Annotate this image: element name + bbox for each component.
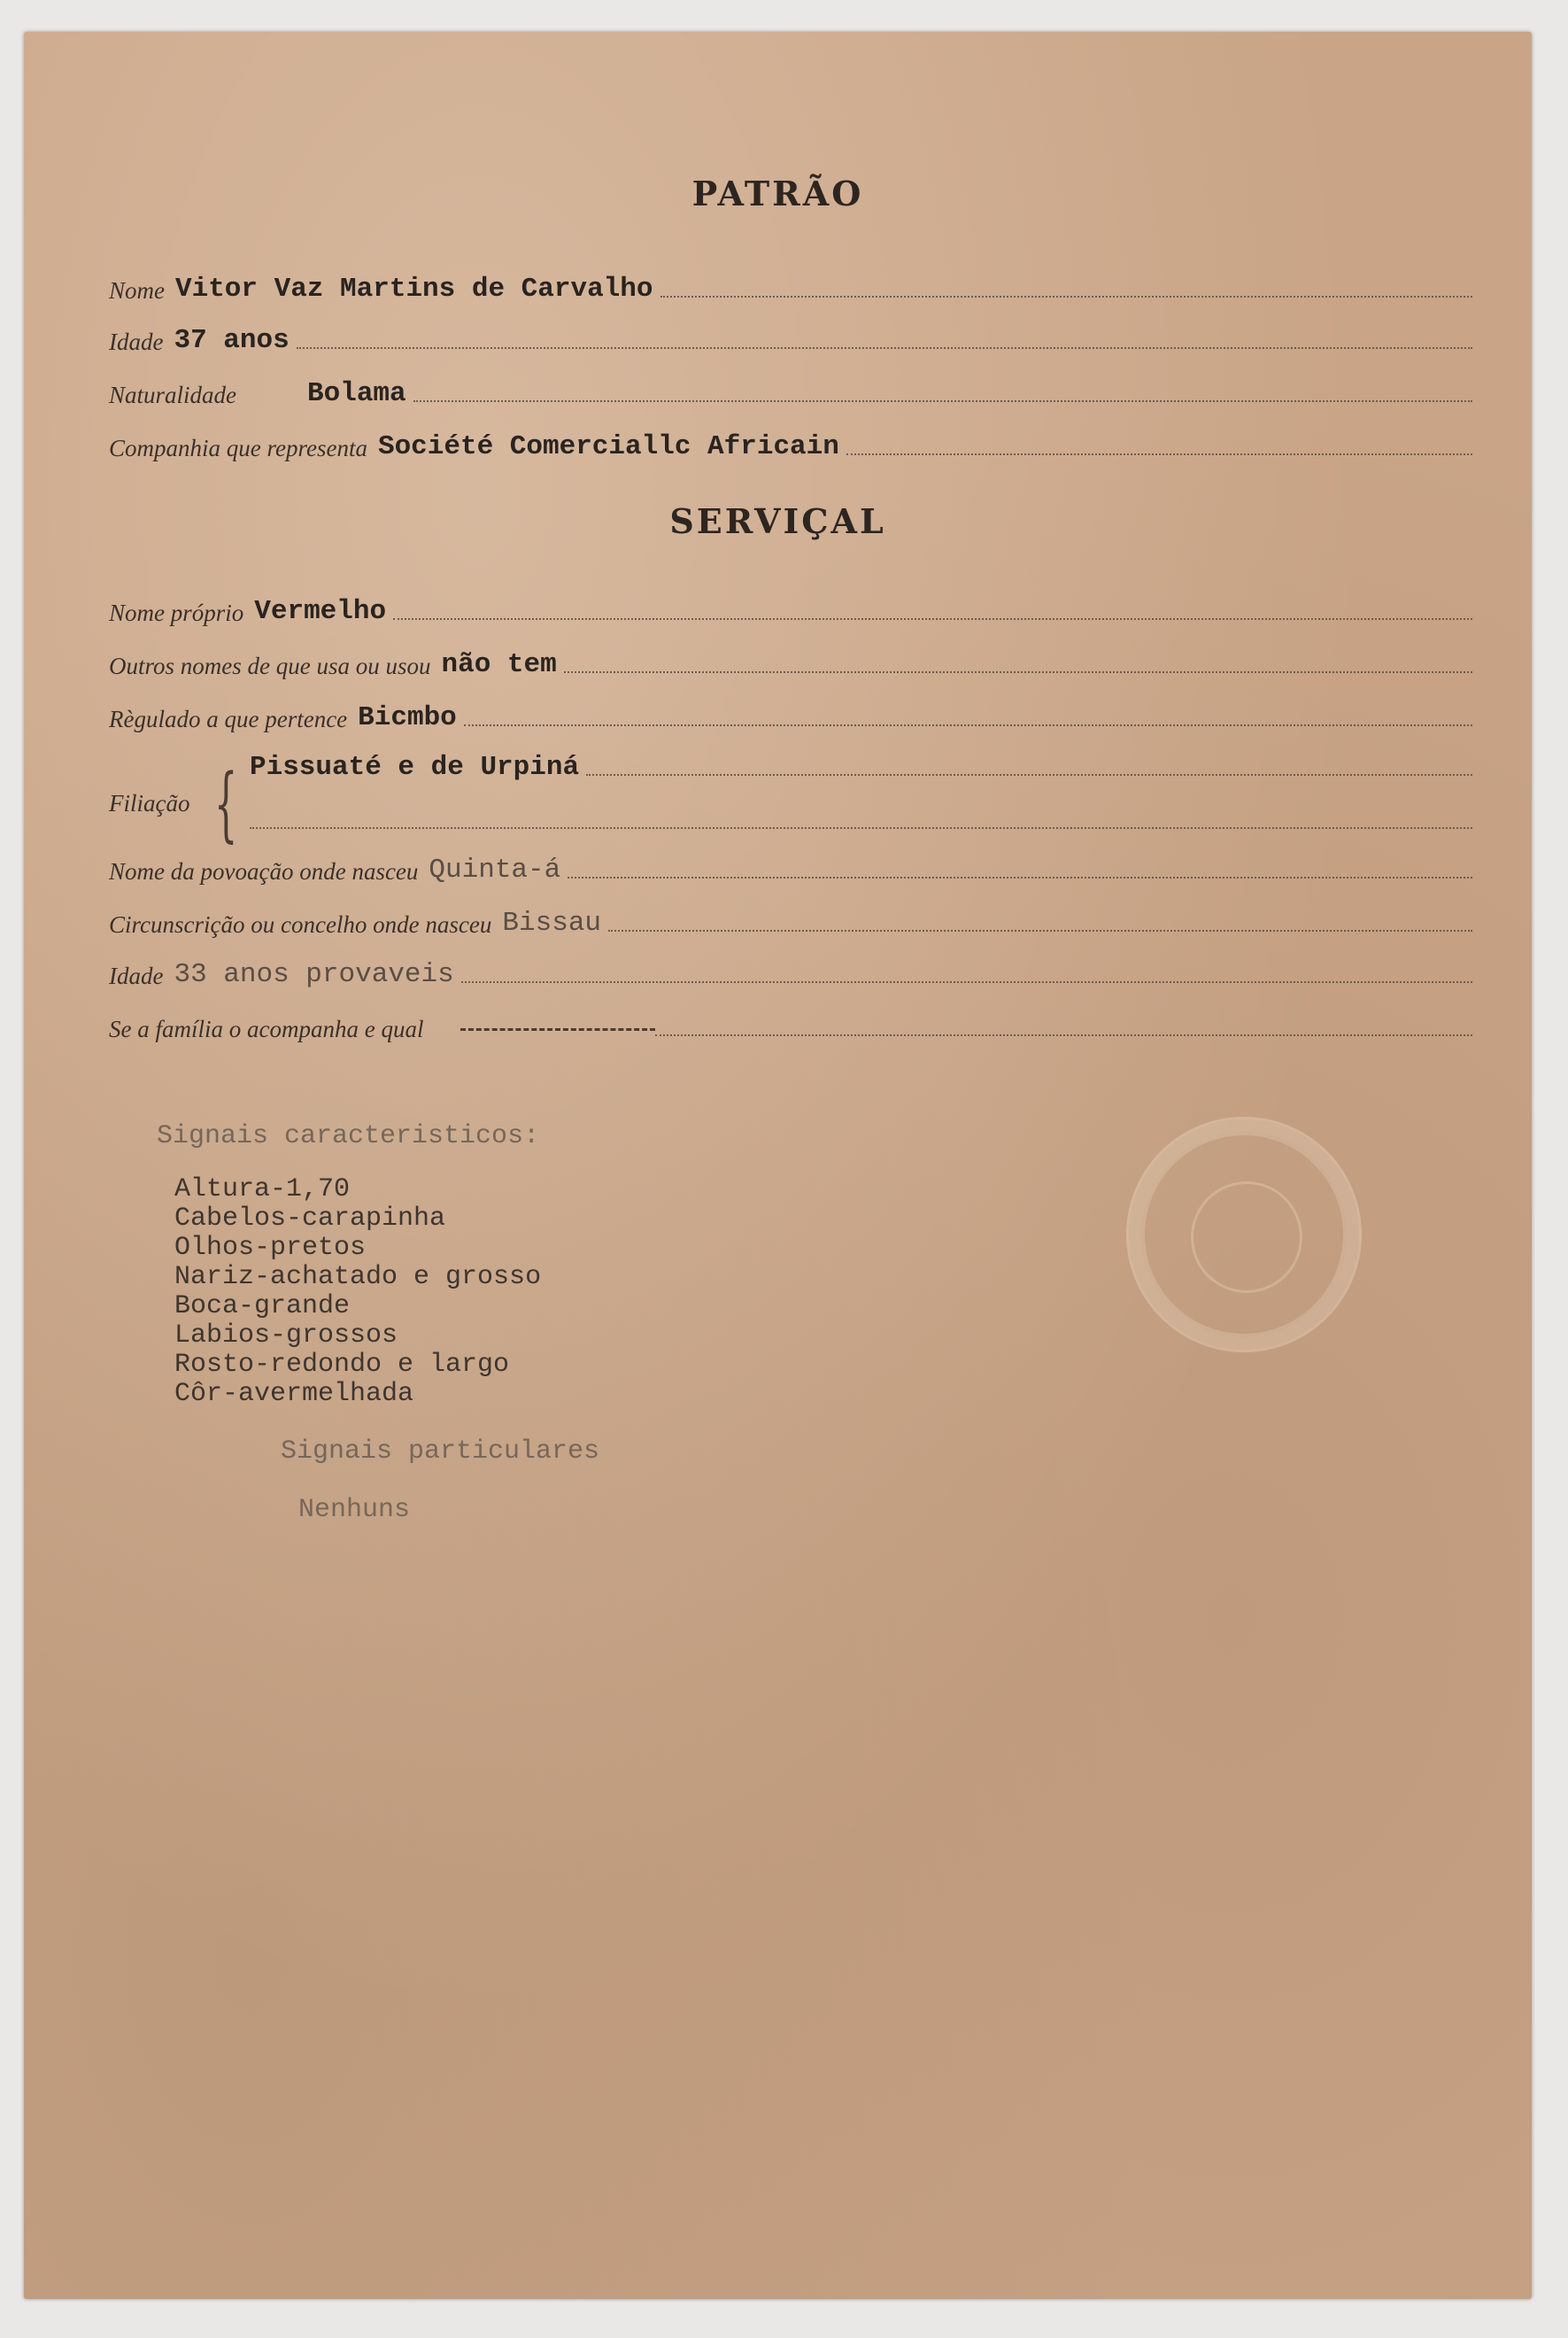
sinais-particulares-heading: Signais particulares (281, 1436, 600, 1467)
servical-regulado-row (109, 698, 1472, 733)
servical-circunscricao-value: Bissau (502, 908, 602, 939)
sinais-heading: Signais caracteristicos: (157, 1121, 540, 1151)
patrao-nome-row (109, 269, 1472, 305)
dotted-line (608, 928, 1472, 932)
patrao-idade-label: Idade (109, 329, 164, 355)
servical-idade-row (109, 955, 1472, 990)
servical-filiacao-value: Pissuaté e de Urpiná (250, 752, 580, 783)
sinais-item: Altura-1,70 (174, 1174, 351, 1204)
dotted-line (564, 670, 1472, 673)
dotted-line (568, 875, 1472, 879)
servical-filiacao-label: Filiação (109, 790, 190, 817)
patrao-nome-label: Nome (109, 277, 165, 304)
servical-circunscricao-label: Circunscrição ou concelho onde nasceu (109, 911, 492, 938)
servical-idade-label: Idade (109, 963, 164, 989)
embossed-seal-icon (1126, 1117, 1362, 1352)
dotted-line (655, 1033, 1472, 1036)
brace-icon: { (214, 756, 238, 851)
sinais-item: Boca-grande (174, 1291, 351, 1321)
servical-nome-label: Nome próprio (109, 600, 244, 626)
servical-familia-row (109, 1008, 1472, 1043)
sinais-item: Olhos-pretos (174, 1233, 367, 1263)
servical-outros-label: Outros nomes de que usa ou usou (109, 653, 431, 679)
dotted-line (660, 294, 1473, 298)
dotted-line (393, 616, 1472, 620)
patrao-naturalidade-value: Bolama (307, 378, 406, 409)
patrao-naturalidade-row (109, 374, 1472, 409)
servical-regulado-value: Bicmbo (358, 702, 457, 733)
servical-regulado-label: Règulado a que pertence (109, 706, 348, 732)
dotted-line (413, 399, 1472, 402)
patrao-companhia-label: Companhia que representa (109, 435, 367, 461)
dotted-line (586, 772, 1472, 776)
sinais-particulares-value: Nenhuns (298, 1495, 411, 1525)
servical-familia-label: Se a família o acompanha e qual (109, 1016, 424, 1042)
servical-povoacao-row (109, 850, 1472, 886)
servical-idade-value: 33 anos provaveis (174, 959, 454, 990)
servical-filiacao-row (250, 747, 1472, 783)
sinais-item: Cabelos-carapinha (174, 1204, 446, 1234)
patrao-companhia-value: Société Comerciallc Africain (377, 431, 839, 462)
patrao-idade-row (109, 321, 1472, 356)
patrao-companhia-row (109, 427, 1472, 462)
dotted-line (464, 723, 1472, 726)
servical-circunscricao-row (109, 903, 1472, 939)
dotted-line (846, 452, 1472, 455)
patrao-idade-value: 37 anos (174, 325, 290, 356)
dotted-line (250, 825, 1472, 829)
document-page (24, 32, 1532, 2299)
sinais-item: Labios-grossos (174, 1320, 398, 1351)
servical-povoacao-label: Nome da povoação onde nasceu (109, 858, 419, 885)
patrao-heading: PATRÃO (691, 174, 864, 213)
servical-filiacao-row-2 (250, 801, 1472, 836)
sinais-item: Rosto-redondo e largo (174, 1350, 510, 1380)
dotted-line (461, 979, 1472, 983)
servical-outros-row (109, 645, 1472, 680)
patrao-nome-value: Vitor Vaz Martins de Carvalho (175, 274, 653, 305)
sinais-item: Nariz-achatado e grosso (174, 1262, 542, 1292)
dash-mark (460, 1028, 655, 1031)
patrao-naturalidade-label: Naturalidade (109, 382, 237, 408)
servical-outros-value: não tem (441, 649, 557, 680)
servical-nome-row (109, 592, 1472, 627)
sinais-item: Côr-avermelhada (174, 1379, 414, 1409)
servical-nome-value: Vermelho (254, 596, 387, 627)
dotted-line (297, 345, 1472, 349)
servical-povoacao-value: Quinta-á (429, 855, 561, 886)
servical-heading: SERVIÇAL (669, 501, 886, 541)
